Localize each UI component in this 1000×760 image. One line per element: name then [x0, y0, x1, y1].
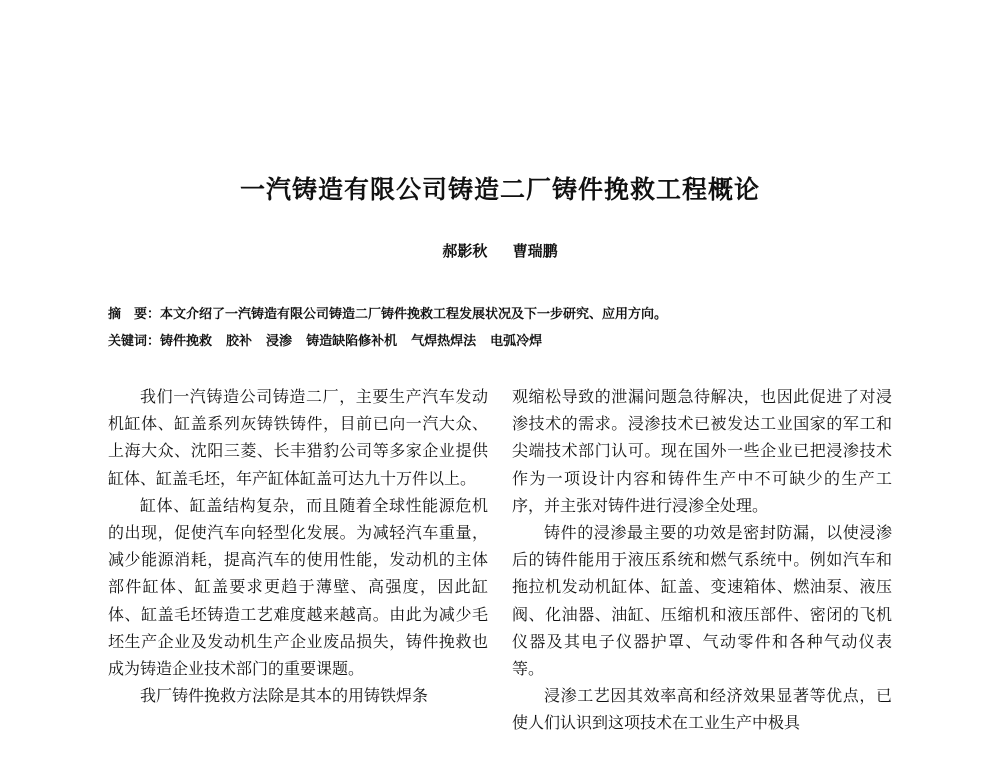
- keyword: 铸造缺陷修补机: [306, 334, 398, 349]
- paper-title: 一汽铸造有限公司铸造二厂铸件挽救工程概论: [239, 175, 760, 204]
- keyword: 浸渗: [266, 334, 293, 349]
- body-paragraph: 观缩松导致的泄漏问题急待解决，也因此促进了对浸渗技术的需求。浸渗技术已被发达工业国家的军工和尖端技术部门认可。现在国外一些企业已把浸渗技术作为一项设计内容和铸件生产中不可缺少的生产工序，并主张对铸件进行浸渗全处理。: [512, 387, 892, 515]
- body-column-left: [108, 383, 488, 709]
- body-paragraph: 我厂铸件挽救方法除是其本的用铸铁焊条: [140, 686, 429, 706]
- author-name: 曹瑞鹏: [512, 242, 558, 260]
- abstract-text: 本文介绍了一汽铸造有限公司铸造二厂铸件挽救工程发展状况及下一步研究、应用方向。: [160, 307, 668, 322]
- keyword: 气焊热焊法: [411, 334, 477, 349]
- keyword: 电弧冷焊: [490, 334, 543, 349]
- body-column-right: [512, 383, 892, 737]
- body-paragraph: 铸件的浸渗最主要的功效是密封防漏，以使浸渗后的铸件能用于液压系统和燃气系统中。例如汽车和拖拉机发动机缸体、缸盖、变速箱体、燃油泵、液压阀、化油器、油缸、压缩机和液压部件、密闭的飞机仪器及其电子仪器护罩、气动零件和各种气动仪表等。: [512, 523, 892, 679]
- body-paragraph: 我们一汽铸造公司铸造二厂，主要生产汽车发动机缸体、缸盖系列灰铸铁铸件，目前已向一汽大众、上海大众、沈阳三菱、长丰猎豹公司等多家企业提供缸体、缸盖毛坯，年产缸体缸盖可达九十万件以上。: [108, 387, 488, 488]
- abstract-label: 摘 要：: [108, 307, 161, 322]
- body-paragraph: 浸渗工艺因其效率高和经济效果显著等优点，已使人们认识到这项技术在工业生产中极具: [512, 686, 892, 733]
- keywords: [108, 330, 556, 349]
- body-paragraph: 缸体、缸盖结构复杂，而且随着全球性能源危机的出现，促使汽车向轻型化发展。为减轻汽车重量，减少能源消耗，提高汽车的使用性能，发动机的主体部件缸体、缸盖要求更趋于薄壁、高强度，因此缸体、缸盖毛坯铸造工艺难度越来越高。由此为减少毛坯生产企业及发动机生产企业废品损失，铸件挽救也成为铸造企业技术部门的重要课题。: [108, 495, 488, 679]
- author-name: 郝影秋: [442, 242, 488, 260]
- keyword: 铸件挽救: [160, 334, 213, 349]
- abstract: [108, 303, 667, 322]
- keyword: 胶补: [226, 334, 253, 349]
- keywords-label: 关键词：: [108, 334, 161, 349]
- authors: [0, 240, 1000, 261]
